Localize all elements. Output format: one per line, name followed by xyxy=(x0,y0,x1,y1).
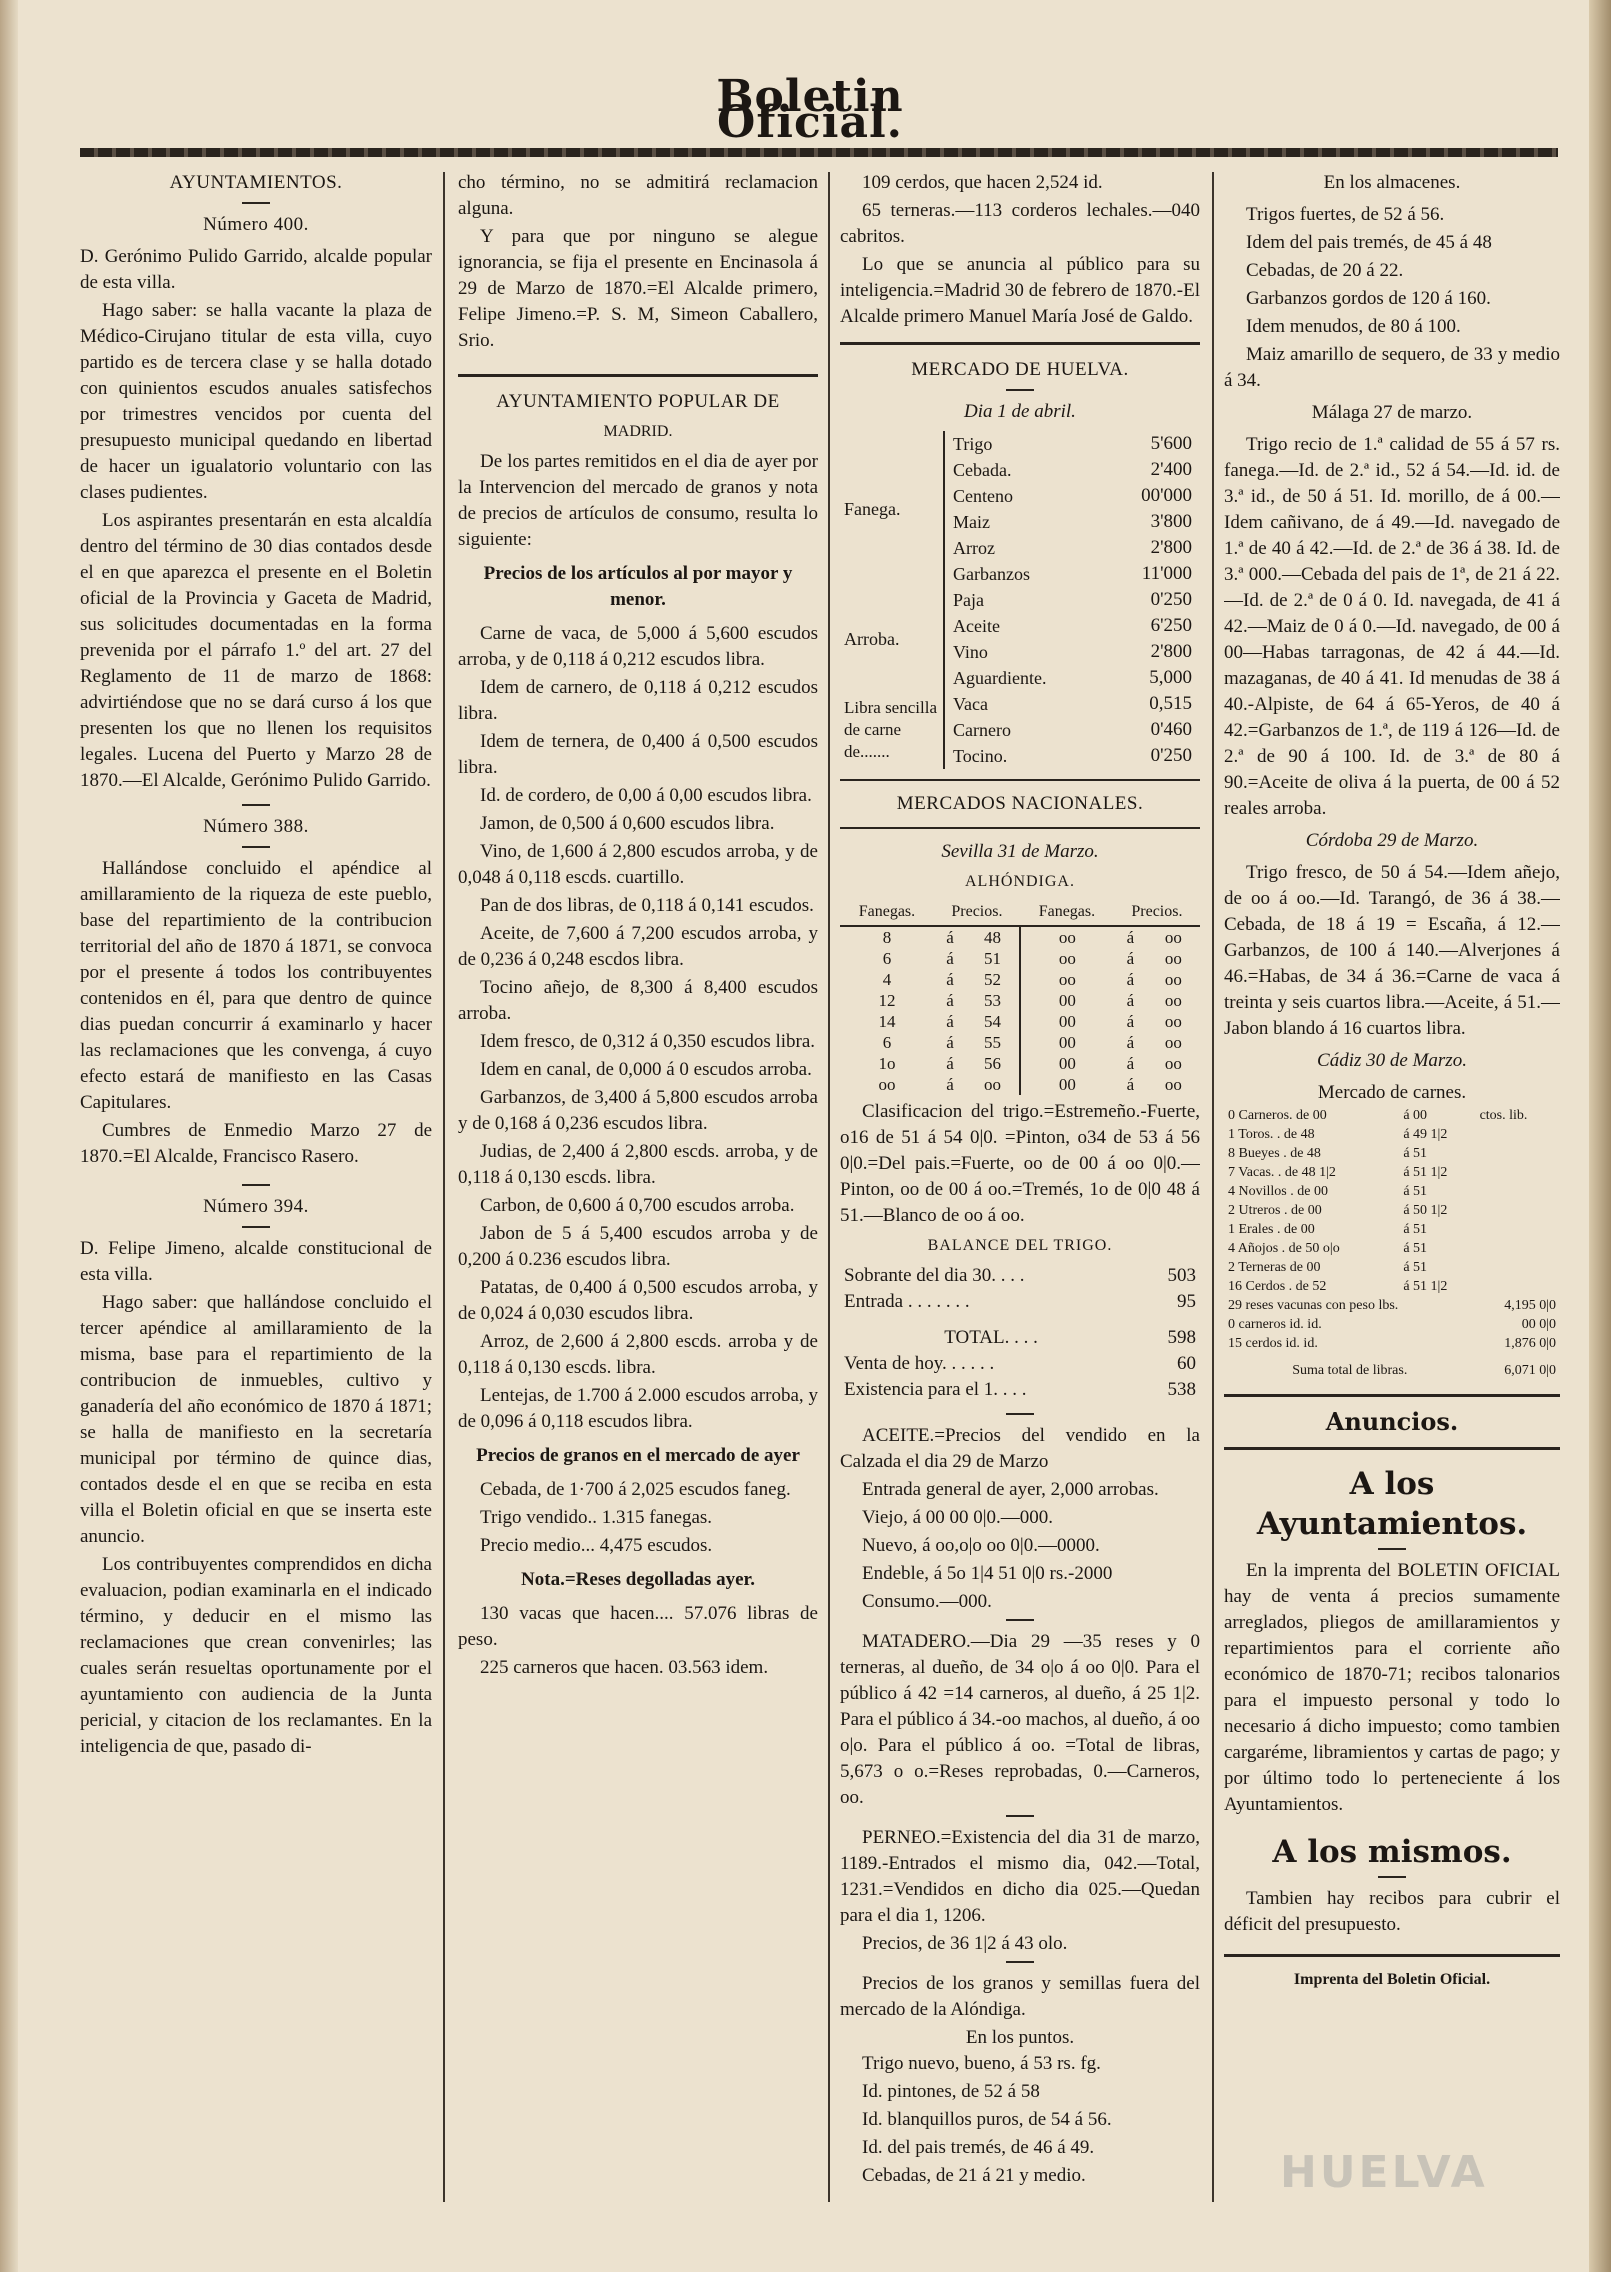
balance-value: 95 xyxy=(1177,1291,1196,1312)
product-price: 11'000 xyxy=(1141,563,1192,584)
table-cell: 00 xyxy=(1020,1074,1114,1095)
page-edge-right xyxy=(1589,0,1611,2272)
table-cell: 1,876 0|0 xyxy=(1504,1336,1556,1351)
divider xyxy=(242,1184,270,1186)
column-rule xyxy=(828,172,830,2202)
table-cell xyxy=(1476,1125,1560,1144)
subheading: En los puntos. xyxy=(965,2027,1075,2048)
table-cell xyxy=(1476,1258,1560,1277)
divider xyxy=(242,804,270,806)
list-item: Idem menudos, de 80 á 100. xyxy=(1246,316,1461,337)
subheading: En los almacenes. xyxy=(1323,172,1461,193)
divider-rule xyxy=(840,342,1200,345)
paragraph: Trigo vendido.. 1.315 fanegas. xyxy=(480,1507,713,1528)
divider xyxy=(1006,389,1034,391)
table-cell: 54 xyxy=(984,1012,1002,1031)
table-cell xyxy=(1476,1163,1560,1182)
paragraph: Clasificacion del trigo.=Estremeño.-Fuerte, o16 de 51 á 54 0|0. =Pinton, o34 de 53 á 56 0|0.=Del pais.=Fuerte, oo de 00 á oo 0|0.—Pinton, oo de 00 á oo.=Tremés, 1o de 0|0 48 á 51.—Blanco de oo á oo. xyxy=(840,1101,1200,1226)
table-cell: 1o xyxy=(878,1054,896,1073)
list-item: Id. pintones, de 52 á 58 xyxy=(862,2081,1040,2102)
balance-table xyxy=(840,1263,1200,1403)
table-row xyxy=(1224,1239,1560,1258)
table-cell: oo xyxy=(1164,1033,1182,1052)
table-cell: oo xyxy=(1164,928,1182,947)
list-item: Idem de carnero, de 0,118 á 0,212 escudos libra. xyxy=(458,677,818,724)
table-row xyxy=(1224,1353,1560,1380)
table-row xyxy=(840,1074,1200,1095)
table-cell: 14 xyxy=(878,1012,896,1031)
table-cell: oo xyxy=(1164,970,1182,989)
column-1 xyxy=(80,170,432,2200)
paragraph: 130 vacas que hacen.... 57.076 libras de peso. xyxy=(458,1603,818,1650)
table-cell: 0 carneros id. id. xyxy=(1228,1317,1322,1332)
table-cell xyxy=(1476,1201,1560,1220)
list-item: Carne de vaca, de 5,000 á 5,600 escudos arroba, y de 0,118 á 0,212 escudos libra. xyxy=(458,623,818,670)
table-cell: á 00 xyxy=(1403,1108,1428,1123)
divider-rule xyxy=(458,374,818,377)
table-cell: 4 Novillos . de 00 xyxy=(1228,1184,1328,1199)
table-cell: á xyxy=(1126,970,1135,989)
paragraph: ACEITE.=Precios del vendido en la Calzada el dia 29 de Marzo xyxy=(840,1425,1200,1472)
column-2 xyxy=(458,170,818,2200)
table-cell: oo xyxy=(878,1075,896,1094)
table-cell: 2 Utreros . de 00 xyxy=(1228,1203,1322,1218)
table-cell: 51 xyxy=(984,949,1002,968)
balance-label: Sobrante del dia 30. . . . xyxy=(844,1265,1025,1286)
product-name: Aceite xyxy=(953,616,1000,636)
paragraph: cho término, no se admitirá reclamacion alguna. xyxy=(458,172,818,219)
table-cell: oo xyxy=(1020,948,1114,969)
table-cell: á 51 xyxy=(1403,1222,1428,1237)
divider xyxy=(1006,1961,1034,1963)
paragraph: Precios de los granos y semillas fuera del mercado de la Alóndiga. xyxy=(840,1973,1200,2020)
table-row xyxy=(1224,1163,1560,1182)
table-cell: 4 Añojos . de 50 o|o xyxy=(1228,1241,1340,1256)
divider xyxy=(242,1226,270,1228)
subheading: Mercado de carnes. xyxy=(1317,1082,1467,1103)
table-cell: 2 Terneras de 00 xyxy=(1228,1260,1321,1275)
balance-value: 538 xyxy=(1167,1379,1196,1400)
table-cell: 00 0|0 xyxy=(1521,1317,1556,1332)
product-price: 0,515 xyxy=(1149,693,1192,714)
product-name: Arroz xyxy=(953,538,995,558)
list-item: Patatas, de 0,400 á 0,500 escudos arroba, y de 0,024 á 0,030 escudos libra. xyxy=(458,1277,818,1324)
table-cell: 00 xyxy=(1020,1032,1114,1053)
paragraph: MATADERO.—Dia 29 —35 reses y 0 terneras, al dueño, de 34 o|o á oo 0|0. Para el público á 42 =14 carneros, al dueño, á 25 1|2. Para el público á 34.-oo machos, al dueño, á oo o|o. Para el público á oo. =Total de libras, 5,673 o o.=Reses reprobadas, 0.—Carneros, oo. xyxy=(840,1631,1200,1808)
table-cell: á 50 1|2 xyxy=(1403,1203,1448,1218)
paragraph: Trigo recio de 1.ª calidad de 55 á 57 rs. fanega.—Id. de 2.ª id., 52 á 54.—Id. id. de 3.ª id., de 50 á 51. Id. morillo, de á 00.—Idem cañivano, de á 49.—Id. navegado de 1.ª de 40 á 42.—Id. de 2.ª de 36 á 38. Id. de 3.ª 000.—Cebada del pais de 1ª, de 21 á 22.—Id. de 2.ª de 0 á 0. Id. navegada, de 41 á 42.—Maiz de 0 á 0.—Id. navegado, de 00 á 00—Habas tarragonas, de 42 á 44.—Id. mazaganas, de 40 á 41. Id menudas de 38 á 40.-Alpiste, de 64 á 65-Yeros, de 40 á 42.=Garbanzos de 1.ª, de 119 á 126—Id. de 2.ª de 90 á 100. Id. de 3.ª de 80 á 90.=Aceite de oliva á la puerta, de 00 á 52 reales arroba. xyxy=(1224,434,1560,819)
paragraph: Hallándose concluido el apéndice al amillaramiento de la riqueza de este pueblo, base del repartimiento de la contribucion territorial del año de 1870 á 1871, se convoca por el presente á todos los contribuyentes contenidos en él, para que dentro de quince dias puedan concurrir á examinarlo y hacer las reclamaciones que les convenga, á cuyo efecto estará de manifiesto en las Casas Capitulares. xyxy=(80,858,432,1113)
table-cell: á 51 xyxy=(1403,1260,1428,1275)
table-cell: 1 Erales . de 00 xyxy=(1228,1222,1315,1237)
product-price: 6'250 xyxy=(1150,615,1192,636)
divider xyxy=(1006,1619,1034,1621)
paragraph: Los aspirantes presentarán en esta alcaldía dentro del término de 30 dias contados desde el en que aparezca el presente en el Boletin oficial de la Provincia y Gaceta de Madrid, sus solicitudes documentadas en la forma prevenida por el párrafo 1.º del art. 27 del Reglamento de 11 de marzo de 1868: advirtiéndose que no se dará curso á los que presenten los que no llenen los requisitos legales. Lucena del Puerto y Marzo 28 de 1870.—El Alcalde, Gerónimo Pulido Garrido. xyxy=(80,510,432,791)
table-cell: 00 xyxy=(1020,1053,1114,1074)
list-item: Aceite, de 7,600 á 7,200 escudos arroba, y de 0,236 á 0,248 escdos libra. xyxy=(458,923,818,970)
product-price: 0'250 xyxy=(1150,745,1192,766)
list-item: Trigo nuevo, bueno, á 53 rs. fg. xyxy=(862,2053,1101,2074)
divider xyxy=(1006,1815,1034,1817)
table-cell: oo xyxy=(1164,1012,1182,1031)
list-item: Idem fresco, de 0,312 á 0,350 escudos libra. xyxy=(480,1031,816,1052)
list-item: Cebadas, de 21 á 21 y medio. xyxy=(862,2165,1086,2186)
table-row xyxy=(1224,1315,1560,1334)
table-row xyxy=(1224,1106,1560,1125)
section-heading: MERCADOS NACIONALES. xyxy=(896,793,1144,814)
column-header: Fanegas. xyxy=(840,899,934,926)
balance-value: 503 xyxy=(1167,1265,1196,1286)
unit-label: Fanega. xyxy=(844,499,901,519)
divider-rule xyxy=(1224,1954,1560,1957)
list-item: Carbon, de 0,600 á 0,700 escudos arroba. xyxy=(480,1195,795,1216)
announcement-title: A los Ayuntamientos. xyxy=(1256,1466,1528,1542)
paragraph: Precio medio... 4,475 escudos. xyxy=(480,1535,713,1556)
product-name: Aguardiente. xyxy=(953,668,1047,688)
table-cell: á xyxy=(946,991,954,1010)
paragraph: De los partes remitidos en el dia de ayer por la Intervencion del mercado de granos y nota de precios de artículos de consumo, resulta lo siguiente: xyxy=(458,451,818,550)
table-cell: á 51 xyxy=(1403,1184,1428,1199)
table-row xyxy=(840,948,1200,969)
divider-rule xyxy=(840,827,1200,829)
balance-label: Existencia para el 1. . . . xyxy=(844,1379,1027,1400)
table-row xyxy=(840,969,1200,990)
product-name: Garbanzos xyxy=(953,564,1030,584)
list-item: Pan de dos libras, de 0,118 á 0,141 escudos. xyxy=(480,895,814,916)
table-cell: 6,071 0|0 xyxy=(1504,1363,1556,1378)
list-item: Maiz amarillo de sequero, de 33 y medio á 34. xyxy=(1224,344,1560,391)
divider-rule xyxy=(1224,1447,1560,1450)
notice-number: Número 400. xyxy=(203,214,309,235)
table-cell: 1 Toros. . de 48 xyxy=(1228,1127,1315,1142)
product-price: 0'250 xyxy=(1150,589,1192,610)
paragraph: Cebada, de 1·700 á 2,025 escudos faneg. xyxy=(480,1479,791,1500)
list-item: Jamon, de 0,500 á 0,600 escudos libra. xyxy=(480,813,775,834)
divider xyxy=(1006,1413,1034,1415)
printer-credit: Imprenta del Boletin Oficial. xyxy=(1293,1971,1491,1988)
section-subheading: MADRID. xyxy=(603,423,673,440)
table-cell: 8 Bueyes . de 48 xyxy=(1228,1146,1321,1161)
table-cell: 4,195 0|0 xyxy=(1504,1298,1556,1313)
table-row xyxy=(1224,1182,1560,1201)
table-cell: á 51 1|2 xyxy=(1403,1279,1448,1294)
list-item: Garbanzos gordos de 120 á 160. xyxy=(1246,288,1491,309)
table-cell: á xyxy=(946,1033,954,1052)
table-cell: á 51 xyxy=(1403,1146,1428,1161)
grain-prices-heading: Precios de granos en el mercado de ayer xyxy=(476,1445,800,1466)
table-cell: á xyxy=(1126,949,1135,968)
table-cell: á xyxy=(946,1054,954,1073)
divider-rule xyxy=(1224,1394,1560,1397)
divider-rule xyxy=(840,779,1200,781)
table-cell: 52 xyxy=(984,970,1002,989)
table-cell: oo xyxy=(1164,1075,1182,1094)
paragraph: PERNEO.=Existencia del dia 31 de marzo, 1189.-Entrados el mismo dia, 042.—Total, 1231.=Vendidos en dicho dia 025.—Quedan para el dia 1, 1206. xyxy=(840,1827,1200,1926)
table-cell: á xyxy=(1126,1033,1135,1052)
market-date: Cádiz 30 de Marzo. xyxy=(1317,1050,1467,1071)
table-row xyxy=(840,926,1200,948)
table-cell: oo xyxy=(1164,949,1182,968)
product-price: 5'600 xyxy=(1150,433,1192,454)
table-cell: á xyxy=(1126,1075,1135,1094)
table-cell: ctos. lib. xyxy=(1479,1108,1528,1123)
column-4 xyxy=(1224,170,1560,2200)
table-cell xyxy=(1476,1144,1560,1163)
section-heading: AYUNTAMIENTO POPULAR DE xyxy=(496,391,780,412)
table-cell: á xyxy=(946,1075,954,1094)
table-cell xyxy=(1476,1220,1560,1239)
table-cell: 00 xyxy=(1020,990,1114,1011)
note-heading: Nota.=Reses degolladas ayer. xyxy=(521,1569,755,1590)
product-price: 5,000 xyxy=(1149,667,1192,688)
table-row xyxy=(1224,1125,1560,1144)
table-cell: á xyxy=(946,1012,954,1031)
product-name: Tocino. xyxy=(953,746,1008,766)
list-item: Tocino añejo, de 8,300 á 8,400 escudos arroba. xyxy=(458,977,818,1024)
table-cell: 55 xyxy=(984,1033,1002,1052)
column-3 xyxy=(840,170,1200,2200)
product-name: Vaca xyxy=(953,694,988,714)
divider xyxy=(242,846,270,848)
balance-label: Entrada . . . . . . . xyxy=(844,1291,970,1312)
product-name: Centeno xyxy=(953,486,1013,506)
total-label: TOTAL. . . . xyxy=(944,1327,1038,1348)
product-name: Paja xyxy=(953,590,984,610)
table-row xyxy=(840,1011,1200,1032)
table-row xyxy=(1224,1277,1560,1296)
table-row xyxy=(840,990,1200,1011)
table-cell: oo xyxy=(1020,969,1114,990)
list-item: Nuevo, á oo,o|o oo 0|0.—0000. xyxy=(862,1535,1100,1556)
column-rule xyxy=(443,172,445,2202)
list-item: Idem del pais tremés, de 45 á 48 xyxy=(1246,232,1492,253)
cadiz-meat-table xyxy=(1224,1106,1560,1380)
paragraph: En la imprenta del BOLETIN OFICIAL hay de venta á precios sumamente arreglados, pliegos de amillaramientos y repartimientos para el corriente año económico de 1870-71; recibos talonarios para el impuesto personal y todo lo necesario á dicho impuesto; como tambien cargaréme, libramientos y cartas de pago; y por último todo lo perteneciente á los Ayuntamientos. xyxy=(1224,1560,1560,1815)
market-date: Málaga 27 de marzo. xyxy=(1311,402,1473,423)
list-item: Garbanzos, de 3,400 á 5,800 escudos arroba y de 0,168 á 0,236 escudos libra. xyxy=(458,1087,818,1134)
table-cell: á 51 xyxy=(1403,1241,1428,1256)
paragraph: Lo que se anuncia al público para su inteligencia.=Madrid 30 de febrero de 1870.-El Alcalde primero Manuel María José de Galdo. xyxy=(840,254,1200,327)
price-list xyxy=(458,621,818,1435)
announcement-title: A los mismos. xyxy=(1272,1834,1512,1870)
list-item: Viejo, á 00 00 0|0.—000. xyxy=(862,1507,1054,1528)
table-cell: 56 xyxy=(984,1054,1002,1073)
list-item: Trigos fuertes, de 52 á 56. xyxy=(1246,204,1445,225)
table-row xyxy=(1224,1334,1560,1353)
table-row xyxy=(1224,1144,1560,1163)
product-price: 00'000 xyxy=(1141,485,1192,506)
table-cell: á xyxy=(1126,1012,1135,1031)
alhondiga-table xyxy=(840,899,1200,1095)
prices-heading: Precios de los artículos al por mayor y menor. xyxy=(483,563,793,610)
masthead-rule xyxy=(80,148,1558,157)
table-cell: 0 Carneros. de 00 xyxy=(1228,1108,1327,1123)
column-header: Precios. xyxy=(1114,899,1200,926)
table-cell: 7 Vacas. . de 48 1|2 xyxy=(1228,1165,1336,1180)
table-row xyxy=(840,1032,1200,1053)
table-cell: á xyxy=(946,970,954,989)
table-cell: á xyxy=(1126,1054,1135,1073)
market-date: Dia 1 de abril. xyxy=(964,401,1076,422)
list-item: Arroz, de 2,600 á 2,800 escds. arroba y de 0,118 á 0,130 escds. libra. xyxy=(458,1331,818,1378)
list-item: Lentejas, de 1.700 á 2.000 escudos arroba, y de 0,096 á 0,118 escudos libra. xyxy=(458,1385,818,1432)
paragraph: D. Felipe Jimeno, alcalde constitucional de esta villa. xyxy=(80,1238,432,1285)
divider xyxy=(1378,1876,1406,1878)
paragraph: Cumbres de Enmedio Marzo 27 de 1870.=El Alcalde, Francisco Rasero. xyxy=(80,1120,432,1167)
table-cell: 53 xyxy=(984,991,1002,1010)
product-price: 0'460 xyxy=(1150,719,1192,740)
list-item: Consumo.—000. xyxy=(862,1591,992,1612)
balance-value: 60 xyxy=(1177,1353,1196,1374)
table-cell: 4 xyxy=(882,970,892,989)
total-value: 598 xyxy=(1167,1327,1196,1348)
paragraph: Trigo fresco, de 50 á 54.—Idem añejo, de oo á oo.—Id. Tarangó, de 36 á 38.—Cebada, de 18 á 19 = Escaña, á 12.—Garbanzos, de 100 á 140.—Alverjones á 46.=Habas, de 34 á 36.=Carne de vaca á treinta y seis cuartos libra.—Aceite, á 51.—Jabon blando á 16 cuartos libra. xyxy=(1224,862,1560,1039)
table-row xyxy=(1224,1258,1560,1277)
table-cell xyxy=(1476,1277,1560,1296)
balance-label: Venta de hoy. . . . . . xyxy=(844,1353,995,1374)
product-price: 2'400 xyxy=(1150,459,1192,480)
product-price: 2'800 xyxy=(1150,537,1192,558)
paragraph: 109 cerdos, que hacen 2,524 id. xyxy=(862,172,1103,193)
divider xyxy=(1378,1548,1406,1550)
product-name: Maiz xyxy=(953,512,990,532)
product-name: Trigo xyxy=(953,434,993,454)
table-cell: 15 cerdos id. id. xyxy=(1228,1336,1318,1351)
table-cell: oo xyxy=(1020,926,1114,948)
table-row xyxy=(1224,1220,1560,1239)
column-header: Fanegas. xyxy=(1020,899,1114,926)
section-heading: MERCADO DE HUELVA. xyxy=(911,359,1129,380)
list-item: Endeble, á 5o 1|4 51 0|0 rs.-2000 xyxy=(862,1563,1113,1584)
list-item: Idem en canal, de 0,000 á 0 escudos arroba. xyxy=(480,1059,812,1080)
masthead: Boletin Oficial. xyxy=(716,71,904,148)
page-edge-left xyxy=(0,0,18,2272)
column-header: Precios. xyxy=(934,899,1020,926)
list-item: Vino, de 1,600 á 2,800 escudos arroba, y de 0,048 á 0,118 escds. cuartillo. xyxy=(458,841,818,888)
divider xyxy=(242,202,270,204)
unit-label: Arroba. xyxy=(844,629,900,649)
notice-number: Número 388. xyxy=(203,816,309,837)
product-price: 3'800 xyxy=(1150,511,1192,532)
archive-watermark: HUELVA xyxy=(1280,2147,1488,2198)
section-heading: AYUNTAMIENTOS. xyxy=(169,172,343,193)
table-cell: 12 xyxy=(878,991,896,1010)
list-item: Cebadas, de 20 á 22. xyxy=(1246,260,1404,281)
table-row xyxy=(1224,1296,1560,1315)
paragraph: Hago saber: que hallándose concluido el tercer apéndice al amillaramiento de la misma, base para el repartimiento de la contribucion de inmuebles, cultivo y ganadería del año económico de 1870 á 1871; se halla de manifiesto en la secretaría municipal por término de quince dias, contados desde el en que se reciba en esta villa el Boletin oficial en que se inserta este anuncio. xyxy=(80,1292,432,1547)
list-item: Judias, de 2,400 á 2,800 escds. arroba, y de 0,118 á 0,130 escds. libra. xyxy=(458,1141,818,1188)
table-cell: Suma total de libras. xyxy=(1292,1363,1408,1378)
paragraph: Entrada general de ayer, 2,000 arrobas. xyxy=(862,1479,1159,1500)
paragraph: D. Gerónimo Pulido Garrido, alcalde popular de esta villa. xyxy=(80,246,432,293)
table-cell: á xyxy=(946,928,954,947)
market-date: Sevilla 31 de Marzo. xyxy=(941,841,1099,862)
paragraph: Precios, de 36 1|2 á 43 olo. xyxy=(862,1933,1068,1954)
list-item: Id. del pais tremés, de 46 á 49. xyxy=(862,2137,1095,2158)
paragraph: Y para que por ninguno se alegue ignorancia, se fija el presente en Encinasola á 29 de Marzo de 1870.=El Alcalde primero, Felipe Jimeno.=P. S. M, Simeon Caballero, Srio. xyxy=(458,226,818,351)
product-name: Carnero xyxy=(953,720,1011,740)
table-row xyxy=(840,1053,1200,1074)
table-cell xyxy=(1476,1182,1560,1201)
table-cell: á 51 1|2 xyxy=(1403,1165,1448,1180)
notice-number: Número 394. xyxy=(203,1196,309,1217)
product-name: Vino xyxy=(953,642,988,662)
table-cell: 16 Cerdos . de 52 xyxy=(1228,1279,1327,1294)
paragraph: 65 terneras.—113 corderos lechales.—040 cabritos. xyxy=(840,200,1200,247)
table-cell: 00 xyxy=(1020,1011,1114,1032)
list-item: Idem de ternera, de 0,400 á 0,500 escudos libra. xyxy=(458,731,818,778)
unit-label: Libra sencilla de carne de....... xyxy=(844,698,937,761)
table-cell: 8 xyxy=(882,928,892,947)
huelva-prices-table xyxy=(840,431,1200,769)
product-price: 2'800 xyxy=(1150,641,1192,662)
paragraph: Los contribuyentes comprendidos en dicha evaluacion, podian examinarla en el indicado término, y deducir en el mismo las reclamaciones que crean convenirles; las cuales serán resueltas oportunamente por el ayuntamiento con audiencia de la Junta pericial, y citacion de los reclamantes. En la inteligencia de que, pasado di- xyxy=(80,1554,432,1757)
paragraph: Hago saber: se halla vacante la plaza de Médico-Cirujano titular de esta villa, cuyo partido es de tercera clase y se halla dotado con quinientos escudos anuales satisfechos por trimestres vencidos por cuenta del presupuesto municipal quedando en libertad de hacer un igualatorio voluntario con las clases pudientes. xyxy=(80,300,432,503)
table-cell: oo xyxy=(1164,991,1182,1010)
table-cell: 6 xyxy=(882,1033,892,1052)
paragraph: Tambien hay recibos para cubrir el déficit del presupuesto. xyxy=(1224,1888,1560,1935)
market-date: Córdoba 29 de Marzo. xyxy=(1305,830,1479,851)
balance-heading: BALANCE DEL TRIGO. xyxy=(927,1237,1113,1254)
product-name: Cebada. xyxy=(953,460,1012,480)
announcements-heading: Anuncios. xyxy=(1325,1407,1459,1436)
table-cell: á xyxy=(1126,991,1135,1010)
column-rule xyxy=(1212,172,1214,2202)
table-cell: á xyxy=(1126,928,1135,947)
table-cell xyxy=(1476,1239,1560,1258)
table-cell: á 49 1|2 xyxy=(1403,1127,1448,1142)
list-item: Jabon de 5 á 5,400 escudos arroba y de 0,200 á 0.236 escudos libra. xyxy=(458,1223,818,1270)
table-row xyxy=(1224,1201,1560,1220)
table-cell: 48 xyxy=(984,928,1002,947)
paragraph: 225 carneros que hacen. 03.563 idem. xyxy=(480,1657,769,1678)
market-subheading: ALHÓNDIGA. xyxy=(965,873,1075,890)
table-cell: oo xyxy=(1164,1054,1182,1073)
list-item: Id. de cordero, de 0,00 á 0,00 escudos libra. xyxy=(480,785,812,806)
table-cell: 29 reses vacunas con peso lbs. xyxy=(1228,1298,1399,1313)
table-cell: oo xyxy=(984,1075,1002,1094)
table-cell: 6 xyxy=(882,949,892,968)
table-cell: á xyxy=(946,949,954,968)
list-item: Id. blanquillos puros, de 54 á 56. xyxy=(862,2109,1112,2130)
